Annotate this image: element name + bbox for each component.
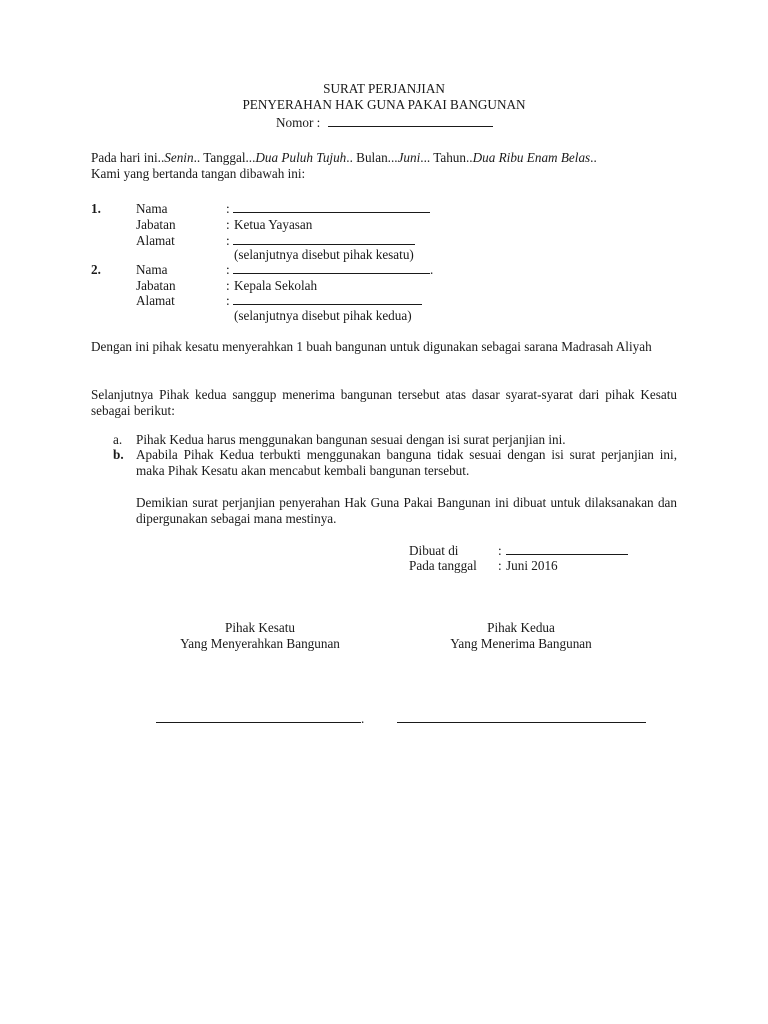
party-1-jabatan-label: Jabatan bbox=[136, 217, 176, 232]
party-2-note: (selanjutnya disebut pihak kedua) bbox=[234, 308, 412, 323]
intro-line-1 bbox=[91, 150, 597, 166]
paragraph-handover: Dengan ini pihak kesatu menyerahkan 1 buah bangunan untuk digunakan sebagai sarana Madrasah Aliyah bbox=[91, 339, 652, 354]
party-1-number: 1. bbox=[91, 201, 101, 216]
document-title: SURAT PERJANJIAN bbox=[323, 81, 445, 96]
signature-right-title: Pihak Kedua bbox=[487, 620, 555, 635]
nomor-row bbox=[276, 115, 493, 131]
party-1-nama-field bbox=[233, 201, 430, 217]
party-1-nama-label: Nama bbox=[136, 201, 168, 216]
hari-value: Senin bbox=[164, 150, 194, 165]
party-2-nama-label: Nama bbox=[136, 262, 168, 277]
party-1-note: (selanjutnya disebut pihak kesatu) bbox=[234, 247, 414, 262]
bulan-prefix: .. Bulan... bbox=[346, 150, 398, 165]
signature-left-subtitle: Yang Menyerahkan Bangunan bbox=[180, 636, 340, 651]
party-2-nama-colon: : bbox=[226, 262, 230, 277]
party-1-nama-colon: : bbox=[226, 201, 230, 216]
party-2-alamat-colon: : bbox=[226, 293, 230, 308]
signature-right-subtitle: Yang Menerima Bangunan bbox=[450, 636, 592, 651]
tahun-prefix: ... Tahun.. bbox=[420, 150, 473, 165]
tahun-suffix: .. bbox=[590, 150, 597, 165]
closing-paragraph: Demikian surat perjanjian penyerahan Hak Guna Pakai Bangunan ini dibuat untuk dilaksanakan dan dipergunakan sebagai mana mestinya. bbox=[136, 495, 677, 526]
intro-line-2: Kami yang bertanda tangan dibawah ini: bbox=[91, 166, 306, 181]
signature-left-line bbox=[156, 711, 364, 727]
dibuat-colon: : bbox=[498, 543, 502, 558]
party-1-jabatan-colon: : bbox=[226, 217, 230, 232]
signature-left-suffix: . bbox=[361, 711, 365, 726]
condition-b-marker: b. bbox=[113, 447, 124, 462]
dibuat-field bbox=[506, 543, 628, 559]
tanggal-prefix: .. Tanggal... bbox=[193, 150, 256, 165]
signature-left-title: Pihak Kesatu bbox=[225, 620, 295, 635]
party-1-jabatan-value: Ketua Yayasan bbox=[234, 217, 313, 232]
party-2-nama-suffix: . bbox=[430, 262, 434, 277]
condition-a-marker: a. bbox=[113, 432, 123, 447]
party-2-jabatan-label: Jabatan bbox=[136, 278, 176, 293]
pada-tanggal-value: Juni 2016 bbox=[506, 558, 558, 573]
tahun-value: Dua Ribu Enam Belas bbox=[472, 150, 591, 165]
nomor-blank-line bbox=[328, 115, 493, 127]
party-2-nama-field bbox=[233, 262, 433, 278]
tanggal-value: Dua Puluh Tujuh bbox=[255, 150, 347, 165]
pada-tanggal-colon: : bbox=[498, 558, 502, 573]
dibuat-label: Dibuat di bbox=[409, 543, 459, 558]
party-1-alamat-colon: : bbox=[226, 233, 230, 248]
party-2-jabatan-value: Kepala Sekolah bbox=[234, 278, 318, 293]
party-1-alamat-label: Alamat bbox=[136, 233, 175, 248]
signature-right-line bbox=[397, 711, 646, 727]
paragraph-conditions-intro: Selanjutnya Pihak kedua sanggup menerima bangunan tersebut atas dasar syarat-syarat dari pihak Kesatu sebagai berikut: bbox=[91, 387, 677, 418]
party-2-jabatan-colon: : bbox=[226, 278, 230, 293]
condition-b-text: Apabila Pihak Kedua terbukti menggunakan banguna tidak sesuai dengan isi surat perjanjian ini, maka Pihak Kesatu akan mencabut kembali bangunan tersebut. bbox=[136, 447, 677, 478]
party-2-number: 2. bbox=[91, 262, 101, 277]
pada-tanggal-label: Pada tanggal bbox=[409, 558, 477, 573]
party-2-alamat-label: Alamat bbox=[136, 293, 175, 308]
document-subtitle: PENYERAHAN HAK GUNA PAKAI BANGUNAN bbox=[242, 97, 526, 112]
party-2-alamat-field bbox=[233, 293, 422, 309]
nomor-label: Nomor : bbox=[276, 115, 321, 130]
bulan-value: Juni bbox=[397, 150, 421, 165]
hari-prefix: Pada hari ini.. bbox=[91, 150, 165, 165]
condition-a-text: Pihak Kedua harus menggunakan bangunan sesuai dengan isi surat perjanjian ini. bbox=[136, 432, 566, 447]
